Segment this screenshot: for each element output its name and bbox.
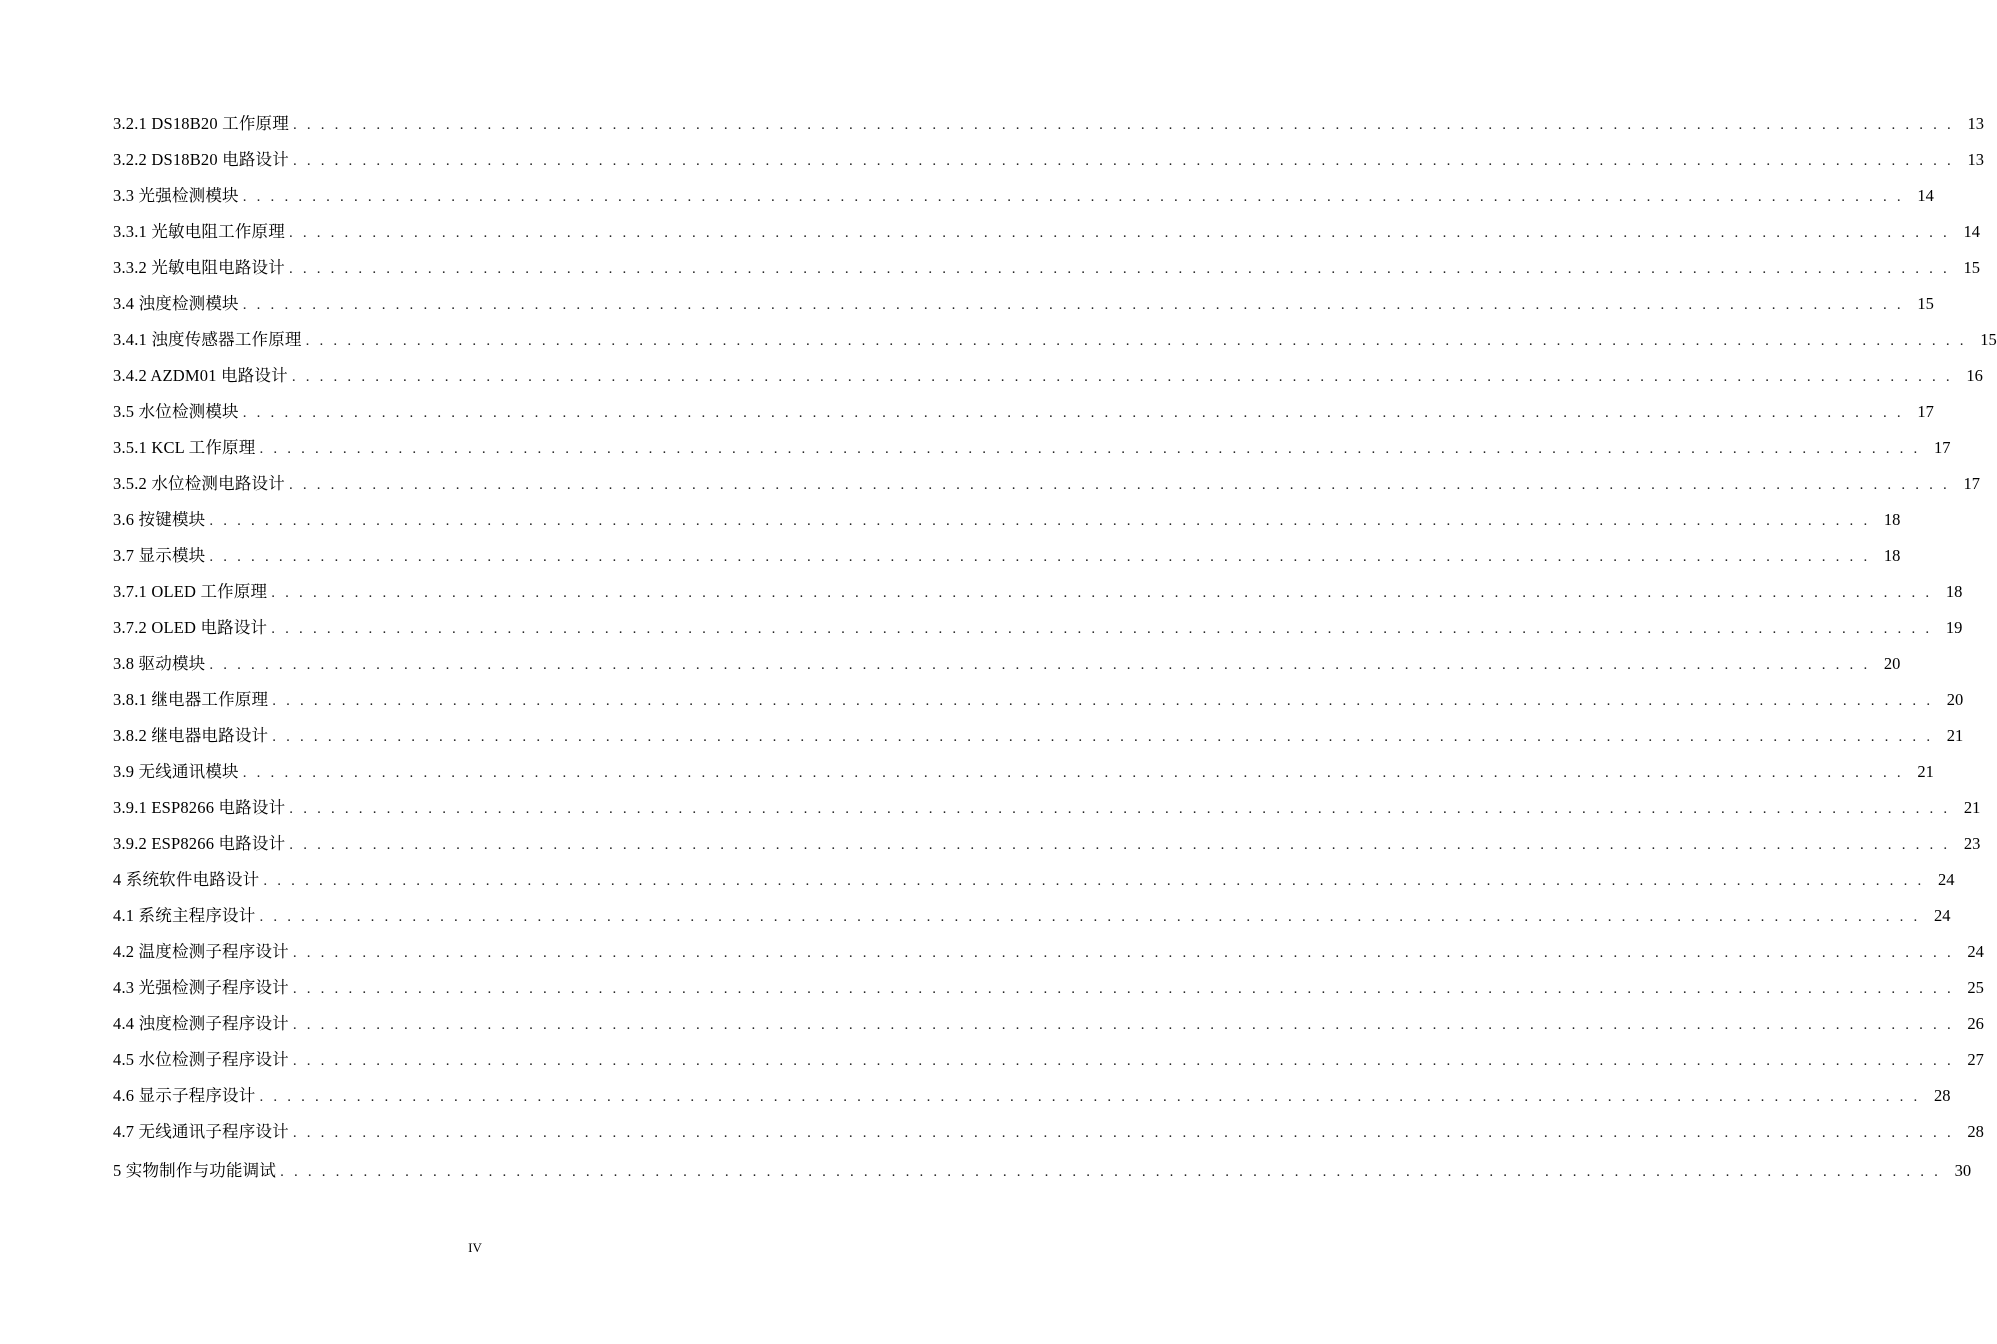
toc-entry-page: 28	[1967, 1122, 1984, 1141]
toc-entry-title: 3.9 无线通讯模块	[113, 762, 239, 781]
toc-entry-title: 3.8.1 继电器工作原理	[113, 690, 269, 709]
toc-dot-leader: . . . . . . . . . . . . . . . . . . . . . . . . . . . . . . . . . . . . . . . . . . . . . . . . . . . . . . . . . . . . . . . . . . . . . . . . . . . . . . . . . . . . . . . . . . . . . . . . . . . . . . . . . . . . . . . . . . . . . . . .	[280, 1164, 1942, 1180]
toc-dot-leader: . . . . . . . . . . . . . . . . . . . . . . . . . . . . . . . . . . . . . . . . . . . . . . . . . . . . . . . . . . . . . . . . . . . . . . . . . . . . . . . . . . . . . . . . . . . . . . . . . . . . . . . . . . . . . . . . . . . . . . . .	[263, 873, 1925, 889]
toc-entry[interactable]	[113, 178, 1934, 214]
toc-dot-leader: . . . . . . . . . . . . . . . . . . . . . . . . . . . . . . . . . . . . . . . . . . . . . . . . . . . . . . . . . . . . . . . . . . . . . . . . . . . . . . . . . . . . . . . . . . . . . . . . . . . . . . . . . . . . . . . . . . . . . . . .	[292, 981, 1954, 997]
toc-entry[interactable]	[113, 142, 1985, 178]
toc-entry-page: 24	[1967, 942, 1984, 961]
toc-entry[interactable]	[113, 970, 1984, 1006]
toc-entry-page: 14	[1963, 222, 1980, 241]
toc-entry[interactable]	[113, 754, 1934, 790]
toc-entry[interactable]	[113, 646, 1901, 682]
toc-entry-title: 3.6 按键模块	[113, 510, 206, 529]
toc-entry-title: 3.8 驱动模块	[113, 654, 206, 673]
toc-entry[interactable]	[113, 898, 1951, 934]
toc-entry[interactable]	[113, 1114, 1984, 1150]
toc-entry-page: 15	[1917, 294, 1934, 313]
toc-entry[interactable]	[113, 862, 1955, 898]
toc-entry-page: 27	[1967, 1050, 1984, 1069]
toc-entry-page: 18	[1883, 510, 1901, 529]
table-of-contents	[113, 106, 1997, 1189]
toc-entry-title: 3.4.2 AZDM01 电路设计	[113, 366, 288, 385]
toc-entry-page: 17	[1934, 438, 1951, 457]
toc-entry-page: 19	[1945, 618, 1963, 637]
toc-entry[interactable]	[113, 358, 1983, 394]
toc-entry-page: 20	[1946, 690, 1964, 709]
toc-entry-title: 3.7.1 OLED 工作原理	[113, 582, 268, 601]
toc-entry-page: 18	[1883, 546, 1901, 565]
toc-entry-page: 21	[1917, 762, 1934, 781]
toc-entry[interactable]	[113, 538, 1901, 574]
toc-entry-page: 26	[1967, 1014, 1984, 1033]
toc-entry-page: 21	[1963, 798, 1981, 817]
toc-entry[interactable]	[113, 1042, 1984, 1078]
toc-entry-page: 17	[1963, 474, 1980, 493]
toc-entry[interactable]	[113, 286, 1934, 322]
toc-entry[interactable]	[113, 250, 1980, 286]
toc-entry[interactable]	[113, 1153, 1972, 1189]
toc-dot-leader: . . . . . . . . . . . . . . . . . . . . . . . . . . . . . . . . . . . . . . . . . . . . . . . . . . . . . . . . . . . . . . . . . . . . . . . . . . . . . . . . . . . . . . . . . . . . . . . . . . . . . . . . . . . . . . . . . . . . . . . .	[292, 1053, 1954, 1069]
toc-entry-title: 3.7 显示模块	[113, 546, 206, 565]
toc-entry-page: 24	[1937, 870, 1955, 889]
toc-dot-leader: . . . . . . . . . . . . . . . . . . . . . . . . . . . . . . . . . . . . . . . . . . . . . . . . . . . . . . . . . . . . . . . . . . . . . . . . . . . . . . . . . . . . . . . . . . . . . . . . . . . . . . . . . . . . . . . . . . . . . . . .	[272, 693, 1934, 709]
toc-entry-title: 3.7.2 OLED 电路设计	[113, 618, 268, 637]
page-number: IV	[468, 1240, 482, 1255]
toc-dot-leader: . . . . . . . . . . . . . . . . . . . . . . . . . . . . . . . . . . . . . . . . . . . . . . . . . . . . . . . . . . . . . . . . . . . . . . . . . . . . . . . . . . . . . . . . . . . . . . . . . . . . . . . . . . . . . . . . . . . . . . . .	[292, 945, 1954, 961]
toc-entry-page: 30	[1954, 1161, 1972, 1180]
toc-entry-page: 15	[1980, 330, 1997, 349]
toc-entry[interactable]	[113, 430, 1951, 466]
toc-dot-leader: . . . . . . . . . . . . . . . . . . . . . . . . . . . . . . . . . . . . . . . . . . . . . . . . . . . . . . . . . . . . . . . . . . . . . . . . . . . . . . . . . . . . . . . . . . . . . . . . . . . . . . . . . . . . . . . . . . . . . . . .	[259, 909, 1921, 925]
toc-entry-title: 4.6 显示子程序设计	[113, 1086, 256, 1105]
toc-dot-leader: . . . . . . . . . . . . . . . . . . . . . . . . . . . . . . . . . . . . . . . . . . . . . . . . . . . . . . . . . . . . . . . . . . . . . . . . . . . . . . . . . . . . . . . . . . . . . . . . . . . . . . . . . . . . . . . . . . . . . . . .	[271, 585, 1933, 601]
toc-entry[interactable]	[113, 682, 1964, 718]
toc-entry[interactable]	[113, 610, 1963, 646]
toc-entry-page: 21	[1946, 726, 1964, 745]
toc-dot-leader: . . . . . . . . . . . . . . . . . . . . . . . . . . . . . . . . . . . . . . . . . . . . . . . . . . . . . . . . . . . . . . . . . . . . . . . . . . . . . . . . . . . . . . . . . . . . . . . . . . . . . . . . . . . . . . . . . . . . . . . .	[292, 1017, 1954, 1033]
toc-entry[interactable]	[113, 934, 1984, 970]
toc-entry-title: 3.4.1 浊度传感器工作原理	[113, 330, 302, 349]
toc-dot-leader: . . . . . . . . . . . . . . . . . . . . . . . . . . . . . . . . . . . . . . . . . . . . . . . . . . . . . . . . . . . . . . . . . . . . . . . . . . . . . . . . . . . . . . . . . . . . . . . . . . . . . . . . . . . . . . . . . . . . . . . .	[272, 729, 1934, 745]
toc-dot-leader: . . . . . . . . . . . . . . . . . . . . . . . . . . . . . . . . . . . . . . . . . . . . . . . . . . . . . . . . . . . . . . . . . . . . . . . . . . . . . . . . . . . . . . . . . . . . . . . . . . . . . . . . . . . . . . . . . . . . . . . .	[288, 225, 1950, 241]
toc-dot-leader: . . . . . . . . . . . . . . . . . . . . . . . . . . . . . . . . . . . . . . . . . . . . . . . . . . . . . . . . . . . . . . . . . . . . . . . . . . . . . . . . . . . . . . . . . . . . . . . . . . . . . . . . . . . . . . . . . . . . . . . .	[209, 549, 1871, 565]
toc-dot-leader: . . . . . . . . . . . . . . . . . . . . . . . . . . . . . . . . . . . . . . . . . . . . . . . . . . . . . . . . . . . . . . . . . . . . . . . . . . . . . . . . . . . . . . . . . . . . . . . . . . . . . . . . . . . . . . . . . . . . . . . .	[291, 369, 1953, 385]
toc-entry[interactable]	[113, 322, 1997, 358]
toc-entry-title: 4 系统软件电路设计	[113, 870, 260, 889]
toc-entry-title: 4.7 无线通讯子程序设计	[113, 1122, 289, 1141]
toc-entry-title: 3.9.2 ESP8266 电路设计	[113, 834, 286, 853]
toc-entry-page: 18	[1945, 582, 1963, 601]
toc-entry-page: 25	[1967, 978, 1984, 997]
toc-entry-page: 28	[1934, 1086, 1951, 1105]
toc-dot-leader: . . . . . . . . . . . . . . . . . . . . . . . . . . . . . . . . . . . . . . . . . . . . . . . . . . . . . . . . . . . . . . . . . . . . . . . . . . . . . . . . . . . . . . . . . . . . . . . . . . . . . . . . . . . . . . . . . . . . . . . .	[209, 513, 1871, 529]
toc-entry-title: 4.5 水位检测子程序设计	[113, 1050, 289, 1069]
toc-entry[interactable]	[113, 574, 1963, 610]
toc-dot-leader: . . . . . . . . . . . . . . . . . . . . . . . . . . . . . . . . . . . . . . . . . . . . . . . . . . . . . . . . . . . . . . . . . . . . . . . . . . . . . . . . . . . . . . . . . . . . . . . . . . . . . . . . . . . . . . . . . . . . . . . .	[292, 117, 1955, 133]
toc-entry-title: 5 实物制作与功能调试	[113, 1161, 277, 1180]
toc-dot-leader: . . . . . . . . . . . . . . . . . . . . . . . . . . . . . . . . . . . . . . . . . . . . . . . . . . . . . . . . . . . . . . . . . . . . . . . . . . . . . . . . . . . . . . . . . . . . . . . . . . . . . . . . . . . . . . . . . . . . . . . .	[292, 1125, 1954, 1141]
toc-entry-title: 3.5.2 水位检测电路设计	[113, 474, 285, 493]
toc-entry-title: 3.3.2 光敏电阻电路设计	[113, 258, 285, 277]
toc-entry[interactable]	[113, 106, 1985, 142]
toc-entry-page: 17	[1917, 402, 1934, 421]
toc-dot-leader: . . . . . . . . . . . . . . . . . . . . . . . . . . . . . . . . . . . . . . . . . . . . . . . . . . . . . . . . . . . . . . . . . . . . . . . . . . . . . . . . . . . . . . . . . . . . . . . . . . . . . . . . . . . . . . . . . . . . . . . .	[242, 297, 1904, 313]
toc-entry[interactable]	[113, 502, 1901, 538]
toc-entry-page: 20	[1883, 654, 1901, 673]
toc-entry[interactable]	[113, 1006, 1984, 1042]
toc-dot-leader: . . . . . . . . . . . . . . . . . . . . . . . . . . . . . . . . . . . . . . . . . . . . . . . . . . . . . . . . . . . . . . . . . . . . . . . . . . . . . . . . . . . . . . . . . . . . . . . . . . . . . . . . . . . . . . . . . . . . . . . .	[292, 153, 1955, 169]
toc-dot-leader: . . . . . . . . . . . . . . . . . . . . . . . . . . . . . . . . . . . . . . . . . . . . . . . . . . . . . . . . . . . . . . . . . . . . . . . . . . . . . . . . . . . . . . . . . . . . . . . . . . . . . . . . . . . . . . . . . . . . . . . .	[259, 1089, 1921, 1105]
toc-entry[interactable]	[113, 826, 1981, 862]
toc-dot-leader: . . . . . . . . . . . . . . . . . . . . . . . . . . . . . . . . . . . . . . . . . . . . . . . . . . . . . . . . . . . . . . . . . . . . . . . . . . . . . . . . . . . . . . . . . . . . . . . . . . . . . . . . . . . . . . . . . . . . . . . .	[242, 765, 1904, 781]
toc-entry-page: 15	[1963, 258, 1980, 277]
toc-entry-page: 16	[1966, 366, 1983, 385]
toc-entry-page: 14	[1917, 186, 1934, 205]
toc-entry-title: 3.8.2 继电器电路设计	[113, 726, 269, 745]
toc-entry-title: 3.2.1 DS18B20 工作原理	[113, 114, 289, 133]
toc-dot-leader: . . . . . . . . . . . . . . . . . . . . . . . . . . . . . . . . . . . . . . . . . . . . . . . . . . . . . . . . . . . . . . . . . . . . . . . . . . . . . . . . . . . . . . . . . . . . . . . . . . . . . . . . . . . . . . . . . . . . . . . .	[259, 441, 1921, 457]
toc-entry-title: 4.4 浊度检测子程序设计	[113, 1014, 289, 1033]
toc-entry-title: 3.3.1 光敏电阻工作原理	[113, 222, 285, 241]
toc-dot-leader: . . . . . . . . . . . . . . . . . . . . . . . . . . . . . . . . . . . . . . . . . . . . . . . . . . . . . . . . . . . . . . . . . . . . . . . . . . . . . . . . . . . . . . . . . . . . . . . . . . . . . . . . . . . . . . . . . . . . . . . .	[289, 837, 1951, 853]
toc-dot-leader: . . . . . . . . . . . . . . . . . . . . . . . . . . . . . . . . . . . . . . . . . . . . . . . . . . . . . . . . . . . . . . . . . . . . . . . . . . . . . . . . . . . . . . . . . . . . . . . . . . . . . . . . . . . . . . . . . . . . . . . .	[271, 621, 1933, 637]
toc-entry[interactable]	[113, 718, 1964, 754]
toc-dot-leader: . . . . . . . . . . . . . . . . . . . . . . . . . . . . . . . . . . . . . . . . . . . . . . . . . . . . . . . . . . . . . . . . . . . . . . . . . . . . . . . . . . . . . . . . . . . . . . . . . . . . . . . . . . . . . . . . . . . . . . . .	[209, 657, 1871, 673]
toc-entry-title: 3.5.1 KCL 工作原理	[113, 438, 256, 457]
toc-entry-title: 3.2.2 DS18B20 电路设计	[113, 150, 289, 169]
toc-entry-title: 4.1 系统主程序设计	[113, 906, 256, 925]
toc-entry-title: 4.3 光强检测子程序设计	[113, 978, 289, 997]
toc-entry[interactable]	[113, 466, 1980, 502]
toc-entry[interactable]	[113, 394, 1934, 430]
toc-entry-page: 13	[1967, 150, 1985, 169]
toc-dot-leader: . . . . . . . . . . . . . . . . . . . . . . . . . . . . . . . . . . . . . . . . . . . . . . . . . . . . . . . . . . . . . . . . . . . . . . . . . . . . . . . . . . . . . . . . . . . . . . . . . . . . . . . . . . . . . . . . . . . . . . . .	[288, 477, 1950, 493]
toc-dot-leader: . . . . . . . . . . . . . . . . . . . . . . . . . . . . . . . . . . . . . . . . . . . . . . . . . . . . . . . . . . . . . . . . . . . . . . . . . . . . . . . . . . . . . . . . . . . . . . . . . . . . . . . . . . . . . . . . . . . . . . . .	[305, 333, 1967, 349]
toc-dot-leader: . . . . . . . . . . . . . . . . . . . . . . . . . . . . . . . . . . . . . . . . . . . . . . . . . . . . . . . . . . . . . . . . . . . . . . . . . . . . . . . . . . . . . . . . . . . . . . . . . . . . . . . . . . . . . . . . . . . . . . . .	[289, 801, 1951, 817]
toc-entry-page: 13	[1967, 114, 1985, 133]
toc-entry-page: 23	[1963, 834, 1981, 853]
toc-entry[interactable]	[113, 1078, 1951, 1114]
toc-entry-title: 3.5 水位检测模块	[113, 402, 239, 421]
toc-entry[interactable]	[113, 214, 1980, 250]
toc-entry-title: 3.4 浊度检测模块	[113, 294, 239, 313]
toc-entry-title: 3.3 光强检测模块	[113, 186, 239, 205]
toc-entry[interactable]	[113, 790, 1981, 826]
toc-dot-leader: . . . . . . . . . . . . . . . . . . . . . . . . . . . . . . . . . . . . . . . . . . . . . . . . . . . . . . . . . . . . . . . . . . . . . . . . . . . . . . . . . . . . . . . . . . . . . . . . . . . . . . . . . . . . . . . . . . . . . . . .	[288, 261, 1950, 277]
toc-dot-leader: . . . . . . . . . . . . . . . . . . . . . . . . . . . . . . . . . . . . . . . . . . . . . . . . . . . . . . . . . . . . . . . . . . . . . . . . . . . . . . . . . . . . . . . . . . . . . . . . . . . . . . . . . . . . . . . . . . . . . . . .	[242, 189, 1904, 205]
toc-entry-page: 24	[1934, 906, 1951, 925]
toc-entry-title: 4.2 温度检测子程序设计	[113, 942, 289, 961]
toc-dot-leader: . . . . . . . . . . . . . . . . . . . . . . . . . . . . . . . . . . . . . . . . . . . . . . . . . . . . . . . . . . . . . . . . . . . . . . . . . . . . . . . . . . . . . . . . . . . . . . . . . . . . . . . . . . . . . . . . . . . . . . . .	[242, 405, 1904, 421]
toc-entry-title: 3.9.1 ESP8266 电路设计	[113, 798, 286, 817]
